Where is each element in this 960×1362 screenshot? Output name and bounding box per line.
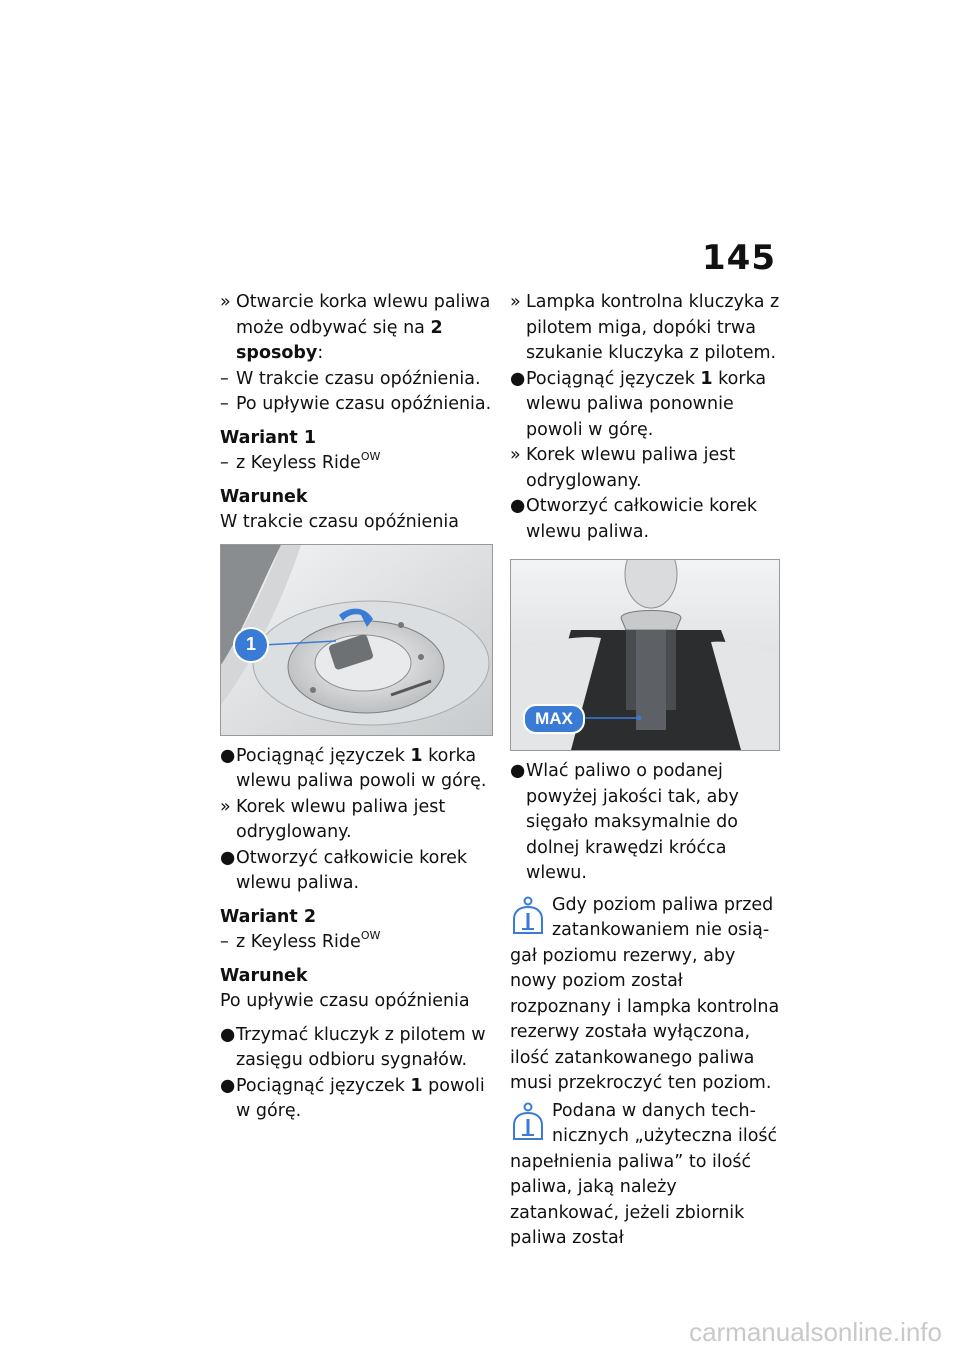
step-text: Pociągnąć języczek [526, 368, 701, 389]
right-column [510, 290, 782, 1252]
step-item [510, 290, 782, 367]
fuel-cap-figure [220, 544, 493, 736]
step-item [220, 1074, 495, 1125]
dash-item-text: W trakcie czasu opóźnienia. [236, 368, 481, 389]
variant2-condition-heading: Warunek [220, 965, 308, 986]
step-marker: ● [510, 761, 526, 781]
variant1-dash [220, 451, 495, 477]
result-marker: » [220, 292, 231, 312]
variant1-heading: Wariant 1 [220, 427, 317, 448]
intro-bold: 2 sposoby [236, 317, 443, 363]
note-line: nicznych „użyteczna ilość [552, 1126, 778, 1146]
info-icon [510, 1101, 546, 1145]
step-text: Korek wlewu paliwa jest odryglowany. [526, 445, 736, 491]
intro-text: Otwarcie korka wlewu paliwa może odbywać się na [236, 292, 491, 338]
step-text-after: korka wlewu paliwa ponownie powoli w górę. [526, 368, 767, 440]
step-item [220, 846, 495, 897]
step-text-after: korka wlewu paliwa powoli w górę. [236, 745, 487, 791]
step-marker: ● [510, 496, 526, 516]
note-line: Podana w danych tech- [552, 1100, 756, 1121]
step-marker: ● [220, 1075, 236, 1096]
step-item [220, 744, 495, 795]
note-line: zatankowaniem nie osią- [552, 920, 770, 940]
page-number: 145 [702, 238, 776, 278]
dash-item [220, 367, 495, 393]
step-marker: » [220, 796, 231, 817]
info-note [510, 893, 782, 1097]
variant2-dash-text: z Keyless Ride [236, 932, 361, 952]
dash-item [220, 392, 495, 418]
step-marker: » [510, 292, 521, 312]
step-text: Pociągnąć języczek [236, 745, 411, 766]
info-icon [510, 895, 546, 939]
step-text-after: powoli w górę. [236, 1075, 485, 1121]
variant2-sup: OW [360, 929, 381, 942]
dash-marker: – [220, 394, 229, 414]
step-text: Pociągnąć języczek [236, 1075, 411, 1096]
dash-marker: – [220, 932, 229, 952]
intro-item [220, 290, 495, 367]
step-text: Otworzyć całkowicie korek wlewu paliwa. [236, 847, 468, 893]
step-bold: 1 [700, 368, 713, 389]
step-item [510, 759, 782, 887]
variant1-condition-heading: Warunek [220, 486, 308, 507]
note-text: gał poziomu rezerwy, aby nowy poziom został rozpoznany i lampka kontrolna rezerwy została wyłączona, ilość zatankowanego paliwa musi przekroczyć ten poziom. [510, 945, 780, 1093]
step-bold: 1 [410, 745, 423, 766]
step-text: Wlać paliwo o podanej powyżej jakości tak, aby sięgało maksymalnie do dolnej krawędzi króćca wlewu. [526, 761, 739, 883]
step-text: Korek wlewu paliwa jest odryglowany. [236, 796, 446, 842]
variant2-condition-text: Po upływie czasu opóźnienia [220, 991, 470, 1011]
step-text: Otworzyć całkowicie korek wlewu paliwa. [526, 496, 758, 542]
variant2-dash [220, 930, 495, 956]
dash-marker: – [220, 368, 229, 389]
intro-after: : [317, 343, 324, 363]
step-item [510, 367, 782, 444]
step-marker: ● [220, 745, 236, 766]
note-line: Gdy poziom paliwa przed [552, 894, 774, 915]
dash-marker: – [220, 453, 229, 473]
step-item [220, 1023, 495, 1074]
left-column [220, 290, 495, 1125]
note-text: napełnienia paliwa” to ilość paliwa, jaką należy zatankować, jeżeli zbiornik paliwa został [510, 1151, 752, 1248]
step-bold: 1 [410, 1075, 423, 1096]
dash-item-text: Po upływie czasu opóźnienia. [236, 394, 492, 414]
variant1-sup: OW [360, 450, 381, 463]
step-item [510, 494, 782, 545]
step-marker: ● [220, 847, 236, 868]
step-item [510, 443, 782, 494]
step-text: Lampka kontrolna kluczyka z pilotem miga, dopóki trwa szukanie kluczyka z pilotem. [526, 292, 780, 363]
variant1-condition-text: W trakcie czasu opóźnienia [220, 512, 460, 532]
fuel-filler-figure [510, 559, 780, 751]
step-marker: » [510, 445, 521, 465]
step-text: Trzymać kluczyk z pilotem w zasięgu odbioru sygnałów. [236, 1024, 486, 1070]
info-note [510, 1099, 782, 1252]
step-marker: ● [510, 368, 526, 389]
max-level-badge: MAX [523, 704, 585, 734]
step-item [220, 795, 495, 846]
variant1-dash-text: z Keyless Ride [236, 453, 361, 473]
watermark: carmanualsonline.info [689, 1317, 942, 1347]
step-marker: ● [220, 1024, 236, 1045]
callout-1-badge: 1 [233, 627, 269, 663]
variant2-heading: Wariant 2 [220, 906, 317, 927]
